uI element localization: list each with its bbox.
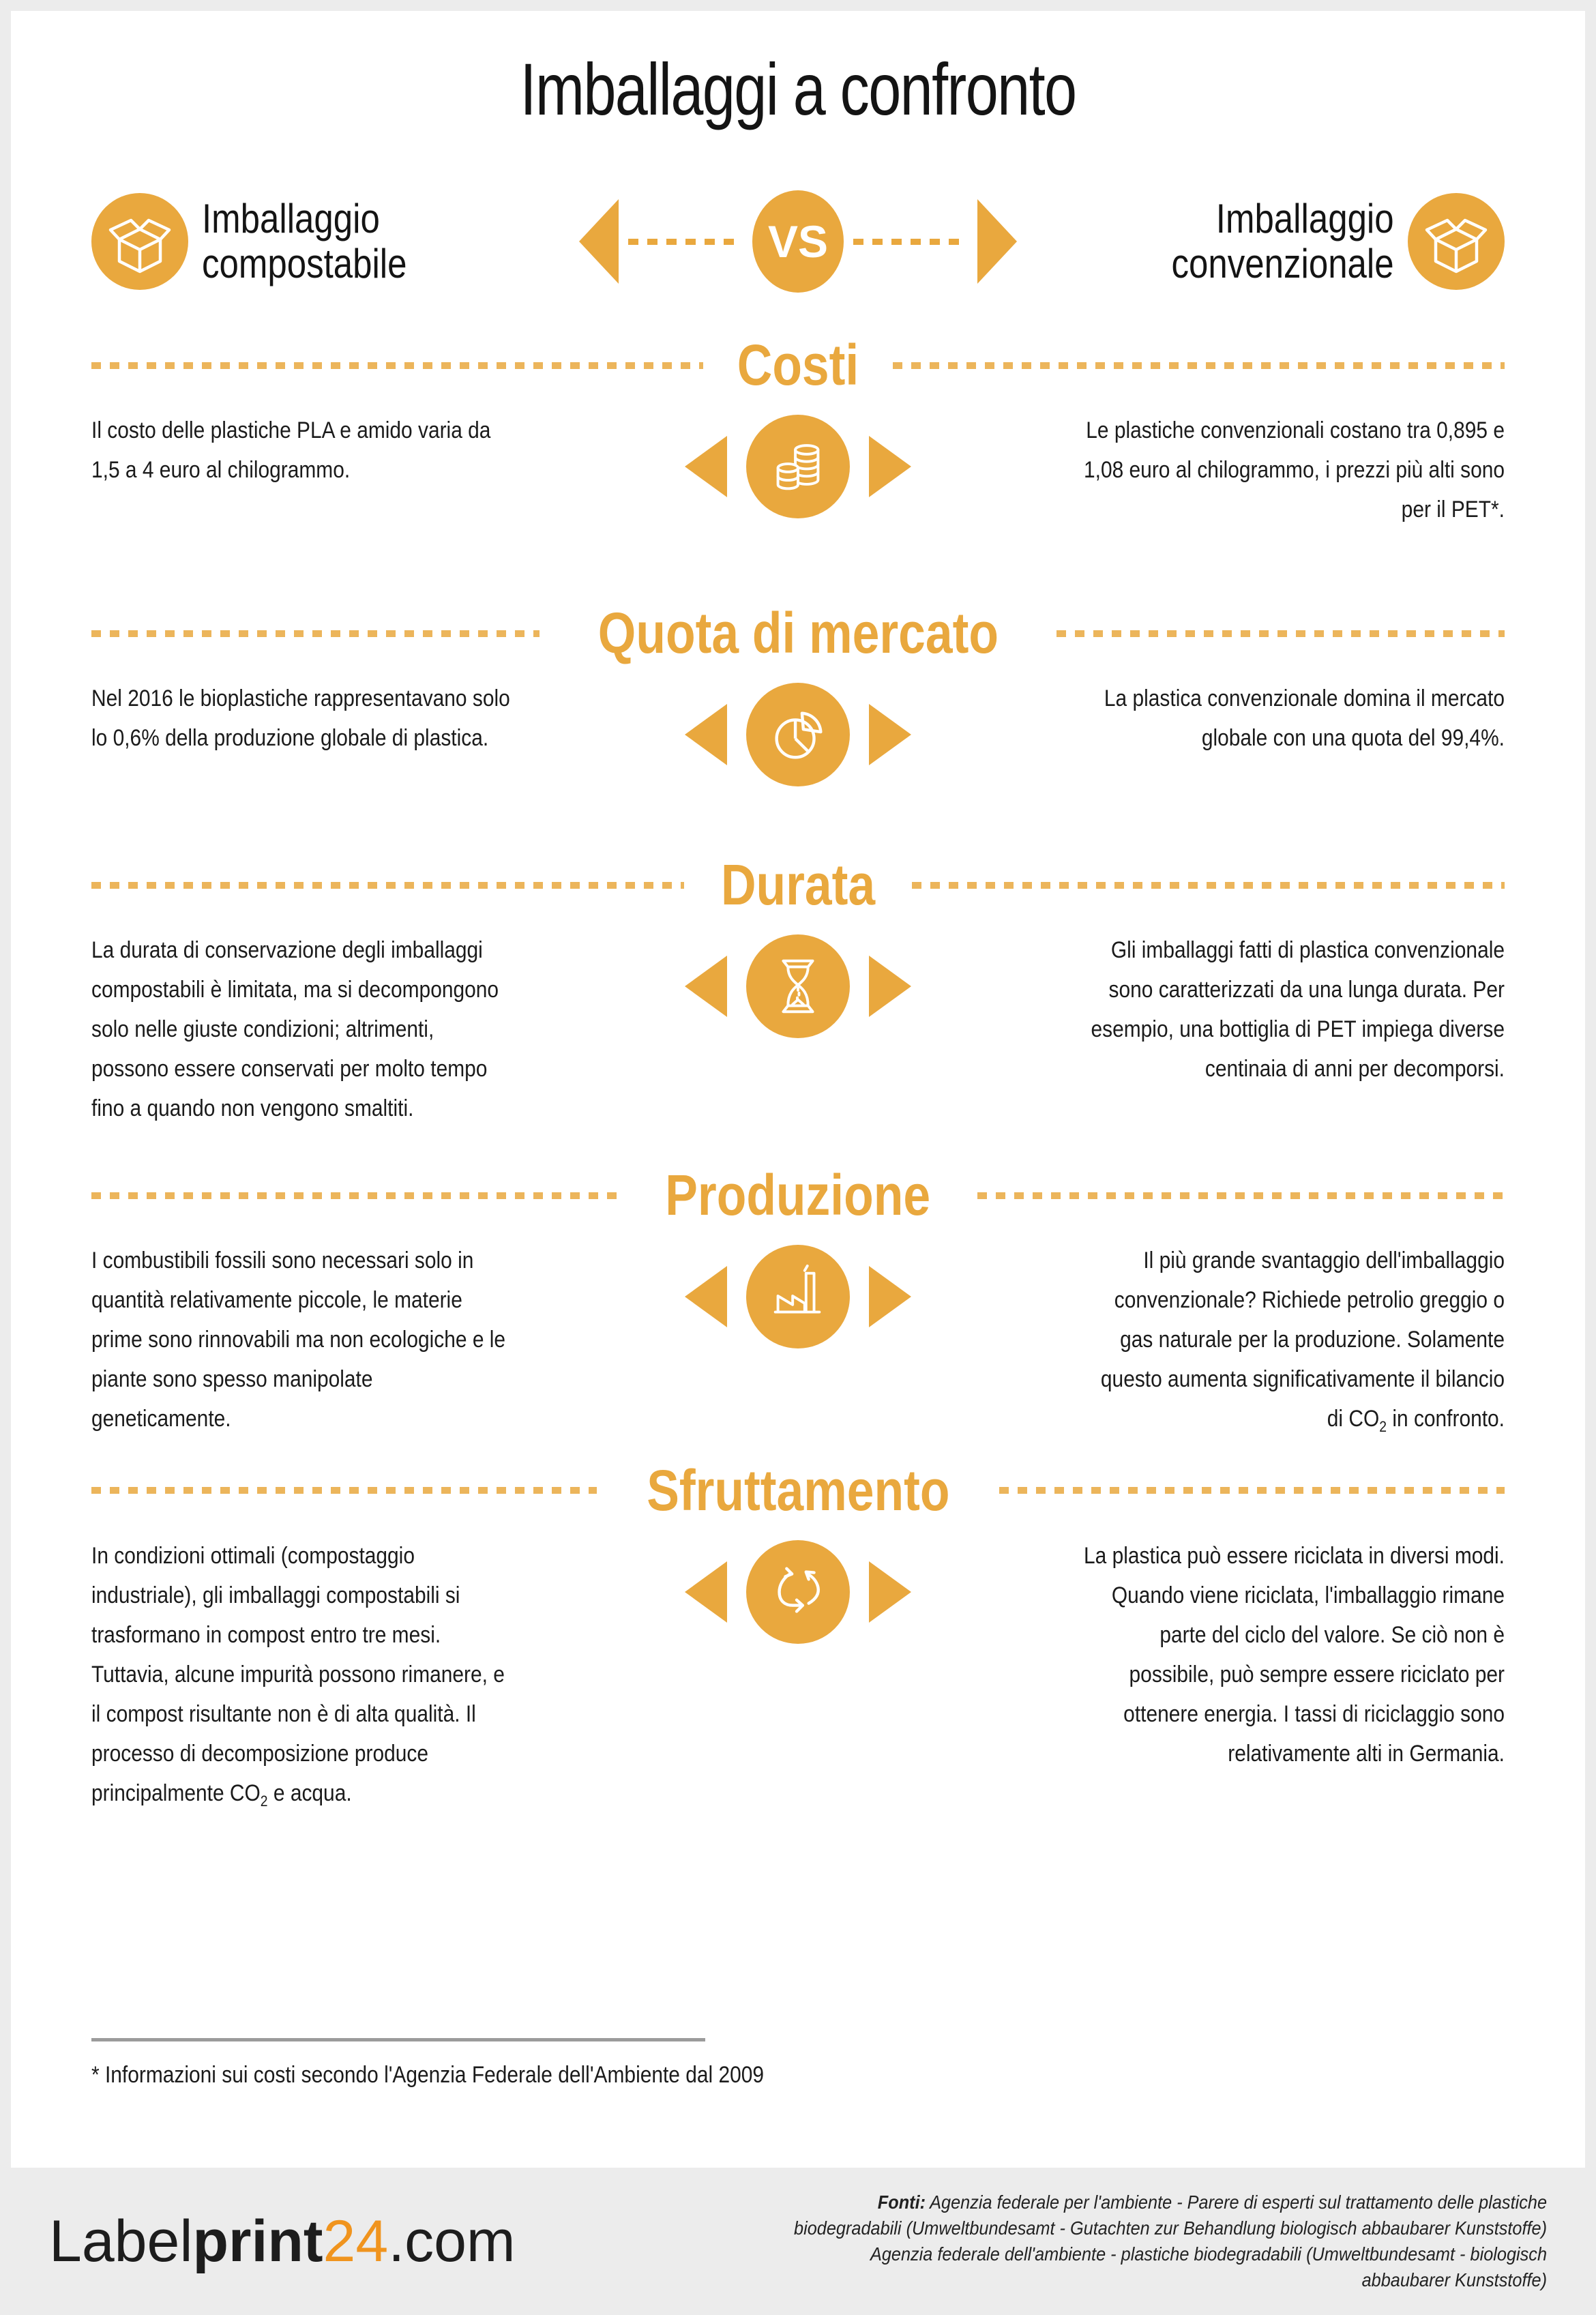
labelprint24-logo: Labelprint24.com	[49, 2208, 516, 2274]
footnote-block	[91, 2038, 856, 2089]
conventional-box-icon	[1408, 193, 1505, 290]
arrow-right-icon	[869, 1561, 911, 1623]
arrow-right-icon	[869, 436, 911, 497]
page-sheet	[11, 11, 1585, 2168]
dotted-line	[91, 362, 703, 369]
section-produzione	[11, 1162, 1585, 1447]
quota-icon-cluster	[685, 683, 911, 786]
section-durata-title: Durata	[720, 853, 876, 917]
footnote-text: * Informazioni sui costi secondo l'Agenzia Federale dell'Ambiente dal 2009	[91, 2062, 765, 2088]
arrow-left-icon	[685, 956, 727, 1017]
section-costi	[11, 332, 1585, 529]
arrow-left-icon	[579, 199, 619, 284]
compostable-label: Imballaggio compostabile	[202, 196, 407, 286]
quota-compostable-text: Nel 2016 le bioplastiche rappresentavano solo lo 0,6% della produzione globale di plastica.	[91, 685, 510, 751]
section-produzione-body	[11, 1241, 1585, 1447]
section-sfruttamento-title: Sfruttamento	[646, 1458, 950, 1522]
sources-line: abbaubarer Kunststoffe)	[1361, 2269, 1547, 2290]
pie-chart-icon	[746, 683, 850, 786]
dotted-line	[91, 882, 684, 889]
sfruttamento-compostable-text: In condizioni ottimali (compostaggio industriale), gli imballaggi compostabili si trasformano in compost entro tre mesi. Tuttavia, alcune impurità possono rimanere, e il compost risultante non è di alta qualità. Il processo di decomposizione produce principalmente $CO_2$ e acqua.	[91, 1542, 505, 1810]
section-quota-di-mercato	[11, 600, 1585, 786]
costi-compostable-text: Il costo delle plastiche PLA e amido varia da 1,5 a 4 euro al chilogrammo.	[91, 417, 491, 483]
arrow-left-icon	[685, 436, 727, 497]
footnote-divider	[91, 2038, 705, 2041]
durata-conventional-text: Gli imballaggi fatti di plastica convenzionale sono caratterizzati da una lunga durata. Per esempio, una bottiglia di PET impiega diverse centinaia di anni per decomporsi.	[1091, 937, 1505, 1082]
header-comparison	[11, 190, 1585, 293]
dotted-line	[912, 882, 1505, 889]
section-durata-header	[11, 852, 1585, 918]
section-sfruttamento-header	[11, 1458, 1585, 1524]
dotted-line	[91, 1487, 597, 1494]
sfruttamento-conventional-text: La plastica può essere riciclata in diversi modi. Quando viene riciclata, l'imballaggio rimane parte del ciclo del valore. Se ciò non è possibile, può sempre essere riciclato per ottenere energia. I tassi di riciclaggio sono relativamente alti in Germania.	[1084, 1542, 1505, 1767]
dotted-line	[1056, 630, 1505, 637]
vs-cluster	[579, 190, 1017, 293]
arrow-left-icon	[685, 704, 727, 765]
sources-text	[794, 2189, 1547, 2293]
section-produzione-header	[11, 1162, 1585, 1228]
dotted-connector	[853, 239, 968, 245]
section-durata-body	[11, 930, 1585, 1128]
dotted-line	[893, 362, 1505, 369]
sources-line: biodegradabili (Umweltbundesamt - Gutachten zur Behandlung biologisch abbaubarer Kunststoffe)	[793, 2217, 1547, 2239]
costi-conventional-text: Le plastiche convenzionali costano tra 0,895 e 1,08 euro al chilogrammo, i prezzi più alti sono per il PET*.	[1083, 417, 1505, 522]
arrow-right-icon	[869, 956, 911, 1017]
dotted-line	[91, 630, 540, 637]
sources-line: Agenzia federale dell'ambiente - plastiche biodegradabili (Umweltbundesamt - biologisch	[870, 2243, 1547, 2265]
footer	[0, 2168, 1596, 2315]
durata-compostable-text: La durata di conservazione degli imballaggi compostabili è limitata, ma si decompongono solo nelle giuste condizioni; altrimenti, possono essere conservati per molto tempo fino a quando non vengono smaltiti.	[91, 937, 499, 1121]
arrow-left-icon	[685, 1561, 727, 1623]
section-quota-body	[11, 679, 1585, 786]
dotted-line	[91, 1192, 619, 1199]
section-sfruttamento-body	[11, 1536, 1585, 1821]
section-costi-title: Costi	[737, 333, 859, 397]
conventional-label: Imballaggio convenzionale	[1171, 196, 1394, 286]
arrow-right-icon	[977, 199, 1017, 284]
section-quota-header	[11, 600, 1585, 666]
produzione-icon-cluster	[685, 1245, 911, 1348]
coins-icon	[746, 415, 850, 518]
arrow-right-icon	[869, 704, 911, 765]
section-durata	[11, 852, 1585, 1128]
conventional-side-header	[1035, 193, 1505, 290]
durata-icon-cluster	[685, 934, 911, 1038]
section-costi-body	[11, 411, 1585, 529]
recycle-icon	[746, 1540, 850, 1644]
compostable-box-icon	[91, 193, 188, 290]
section-costi-header	[11, 332, 1585, 398]
section-produzione-title: Produzione	[665, 1163, 931, 1227]
dotted-connector	[628, 239, 743, 245]
hourglass-icon	[746, 934, 850, 1038]
section-quota-title: Quota di mercato	[597, 601, 999, 665]
page-title: Imballaggi a confronto	[520, 48, 1076, 130]
dotted-line	[977, 1192, 1505, 1199]
produzione-conventional-text: Il più grande svantaggio dell'imballaggio convenzionale? Richiede petrolio greggio o gas naturale per la produzione. Solamente questo aumenta significativamente il bilancio di $CO_2$ in confronto.	[1100, 1248, 1505, 1435]
arrow-right-icon	[869, 1266, 911, 1327]
dotted-line	[999, 1487, 1505, 1494]
factory-icon	[746, 1245, 850, 1348]
sources-line: Fonti: Agenzia federale per l'ambiente - Parere di esperti sul trattamento delle plastiche	[877, 2192, 1547, 2213]
vs-badge: VS	[752, 190, 844, 293]
produzione-compostable-text: I combustibili fossili sono necessari solo in quantità relativamente piccole, le materie prime sono rinnovabili ma non ecologiche e le piante sono spesso manipolate geneticamente.	[91, 1248, 506, 1432]
arrow-left-icon	[685, 1266, 727, 1327]
compostable-side-header	[91, 193, 561, 290]
sfruttamento-icon-cluster	[685, 1540, 911, 1644]
costi-icon-cluster	[685, 415, 911, 518]
section-sfruttamento	[11, 1458, 1585, 1821]
quota-conventional-text: La plastica convenzionale domina il mercato globale con una quota del 99,4%.	[1104, 685, 1505, 751]
